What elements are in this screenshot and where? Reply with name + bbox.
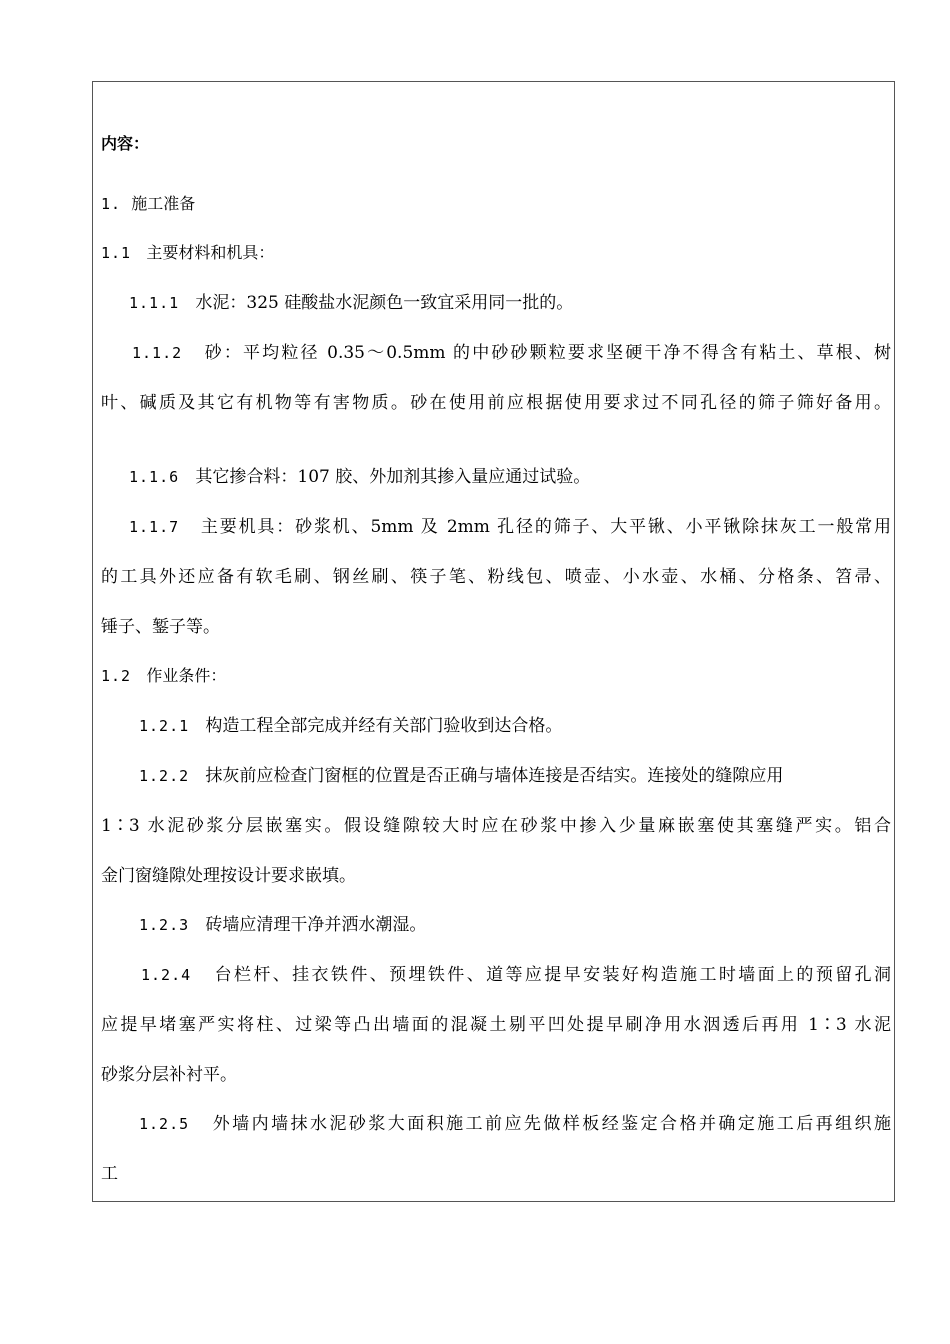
content-heading: 内容： — [101, 134, 150, 153]
item-1-2-4-line3: 砂浆分层补衬平。 — [101, 1065, 237, 1085]
item-1-1-7-line3: 锤子、錾子等。 — [101, 617, 220, 637]
item-1-1-6: 1.1.6 其它掺合料：107 胶、外加剂其掺入量应通过试验。 — [129, 467, 591, 487]
item-1-1-1: 1.1.1 水泥：325 硅酸盐水泥颜色一致宜采用同一批的。 — [129, 293, 574, 313]
item-1-2-2-line2: 1∶3 水泥砂浆分层嵌塞实。假设缝隙较大时应在砂浆中掺入少量麻嵌塞使其塞缝严实。铝合 — [101, 816, 891, 836]
section-1-2-title: 1.2 作业条件： — [101, 666, 227, 685]
section-1-1-title: 1.1 主要材料和机具： — [101, 243, 275, 262]
item-1-2-5-line1: 1.2.5 外墙内墙抹水泥砂浆大面积施工前应先做样板经鉴定合格并确定施工后再组织施 — [139, 1114, 891, 1134]
item-1-1-2-line1: 1.1.2 砂：平均粒径 0.35～0.5mm 的中砂砂颗粒要求坚硬干净不得含有粘土、草根、树 — [132, 343, 892, 363]
item-1-1-7-line2: 的工具外还应备有软毛刷、钢丝刷、筷子笔、粉线包、喷壶、小水壶、水桶、分格条、笤帚、 — [101, 567, 891, 587]
item-1-1-7-line1: 1.1.7 主要机具：砂浆机、5mm 及 2mm 孔径的筛子、大平锹、小平锹除抹灰工一般常用 — [129, 517, 892, 537]
item-1-2-4-line1: 1.2.4 台栏杆、挂衣铁件、预埋铁件、道等应提早安装好构造施工时墙面上的预留孔洞 — [141, 965, 892, 985]
item-1-1-2-line2: 叶、碱质及其它有机物等有害物质。砂在使用前应根据使用要求过不同孔径的筛子筛好备用。 — [101, 393, 891, 413]
section-1-title: 1. 施工准备 — [101, 194, 196, 213]
item-1-2-2-line1: 1.2.2 抹灰前应检查门窗框的位置是否正确与墙体连接是否结实。连接处的缝隙应用 — [139, 766, 784, 786]
item-1-2-3: 1.2.3 砖墙应清理干净并洒水潮湿。 — [139, 915, 427, 935]
item-1-2-4-line2: 应提早堵塞严实将柱、过梁等凸出墙面的混凝土剔平凹处提早刷净用水洇透后再用 1∶3 水泥 — [101, 1015, 891, 1035]
item-1-2-5-line2: 工 — [101, 1164, 118, 1184]
item-1-2-2-line3: 金门窗缝隙处理按设计要求嵌填。 — [101, 866, 356, 886]
item-1-2-1: 1.2.1 构造工程全部完成并经有关部门验收到达合格。 — [139, 716, 563, 736]
